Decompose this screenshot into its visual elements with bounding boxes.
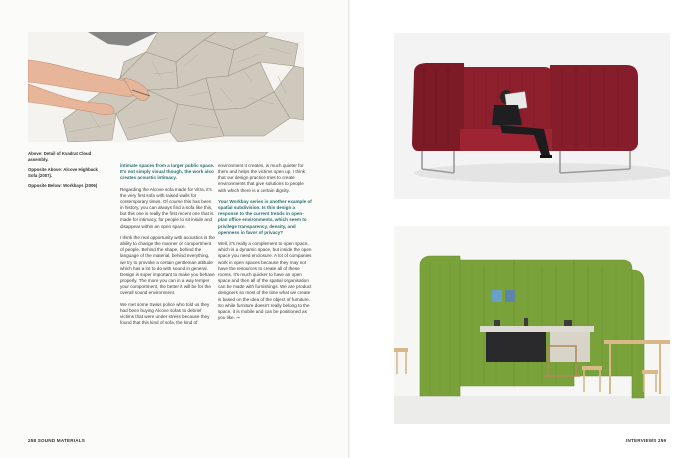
caption-above: Above: Detail of Kvadrat Cloud assembly.: [28, 151, 92, 162]
paragraph: intimate spaces from a larger public space. It's not simply visual though, the work also creates acoustic intimacy.: [120, 163, 215, 181]
paragraph: Regarding the Alcove sofa made for Vitra, it's the very first sofa with raised walls for contemporary times. Of course this has been in history, you can always find a sofa like this, but this one is really the first recent one that is made for intimacy, for people to sit inside and disappear within an open space.: [120, 186, 214, 229]
photo-workbays: [394, 226, 670, 424]
photo-alcove-sofa: [394, 33, 670, 199]
paragraph: We met some Swiss police who told us they had been buying Alcove sofas to debrief victims that were under stress because they found that this kind of sofa, the kind of: [120, 301, 210, 326]
photo-kvadrat-cloud: [28, 32, 304, 142]
caption-opposite-above: Opposite Above: Alcove Highback Sofa (2007).: [28, 167, 98, 178]
workbays-illustration: [394, 226, 670, 424]
page-folio-right: INTERVIEWS 259: [626, 438, 667, 443]
paragraph: environment it creates, is much quieter for them and helps the victims open up. I think that our design practice tries to create environments that give solutions to people with which there is a certain dignity.: [218, 163, 306, 193]
question-paragraph: Your Workbay series is another example of spatial subdivision. Is this design a response to the current trends in open-plan office environments, which seem to privilege transparency, density, and openness in favor of privacy?: [218, 198, 312, 235]
paragraph: Well, it's really a complement to open space, which is a dynamic space, but inside the open space you need enclosure. A lot of companies work in open spaces because they may not have the resources to create all of these rooms. It's much quicker to have an open space and then all of the spatial organisation can be made with furnishings. We are product designers so most of the time what we create is based on the idea of the object of furniture. So while furniture doesn't really belong to the space, it is mobile and can be positioned as you like. ⊸: [218, 241, 312, 320]
paragraph: I think the real opportunity with acoustics is the ability to change the manner or comportment of people. Behind the shape, behind the language of the material, behind everything, we try to provoke a certain gentleman attitude which has a lot to do with sound in general. Design is super important to make you behave properly. The more you can in a way temper your comportment, the better it will be for the overall sound environment.: [120, 234, 215, 296]
right-page: [350, 0, 700, 458]
felt-tiles-illustration: [28, 32, 304, 142]
alcove-sofa-illustration: [394, 33, 670, 199]
text-column-2: [218, 163, 313, 326]
caption-opposite-below: Opposite Below: Workbays (2006): [28, 183, 98, 188]
text-column-1: [120, 163, 215, 332]
page-folio-left: 258 SOUND MATERIALS: [28, 438, 86, 443]
